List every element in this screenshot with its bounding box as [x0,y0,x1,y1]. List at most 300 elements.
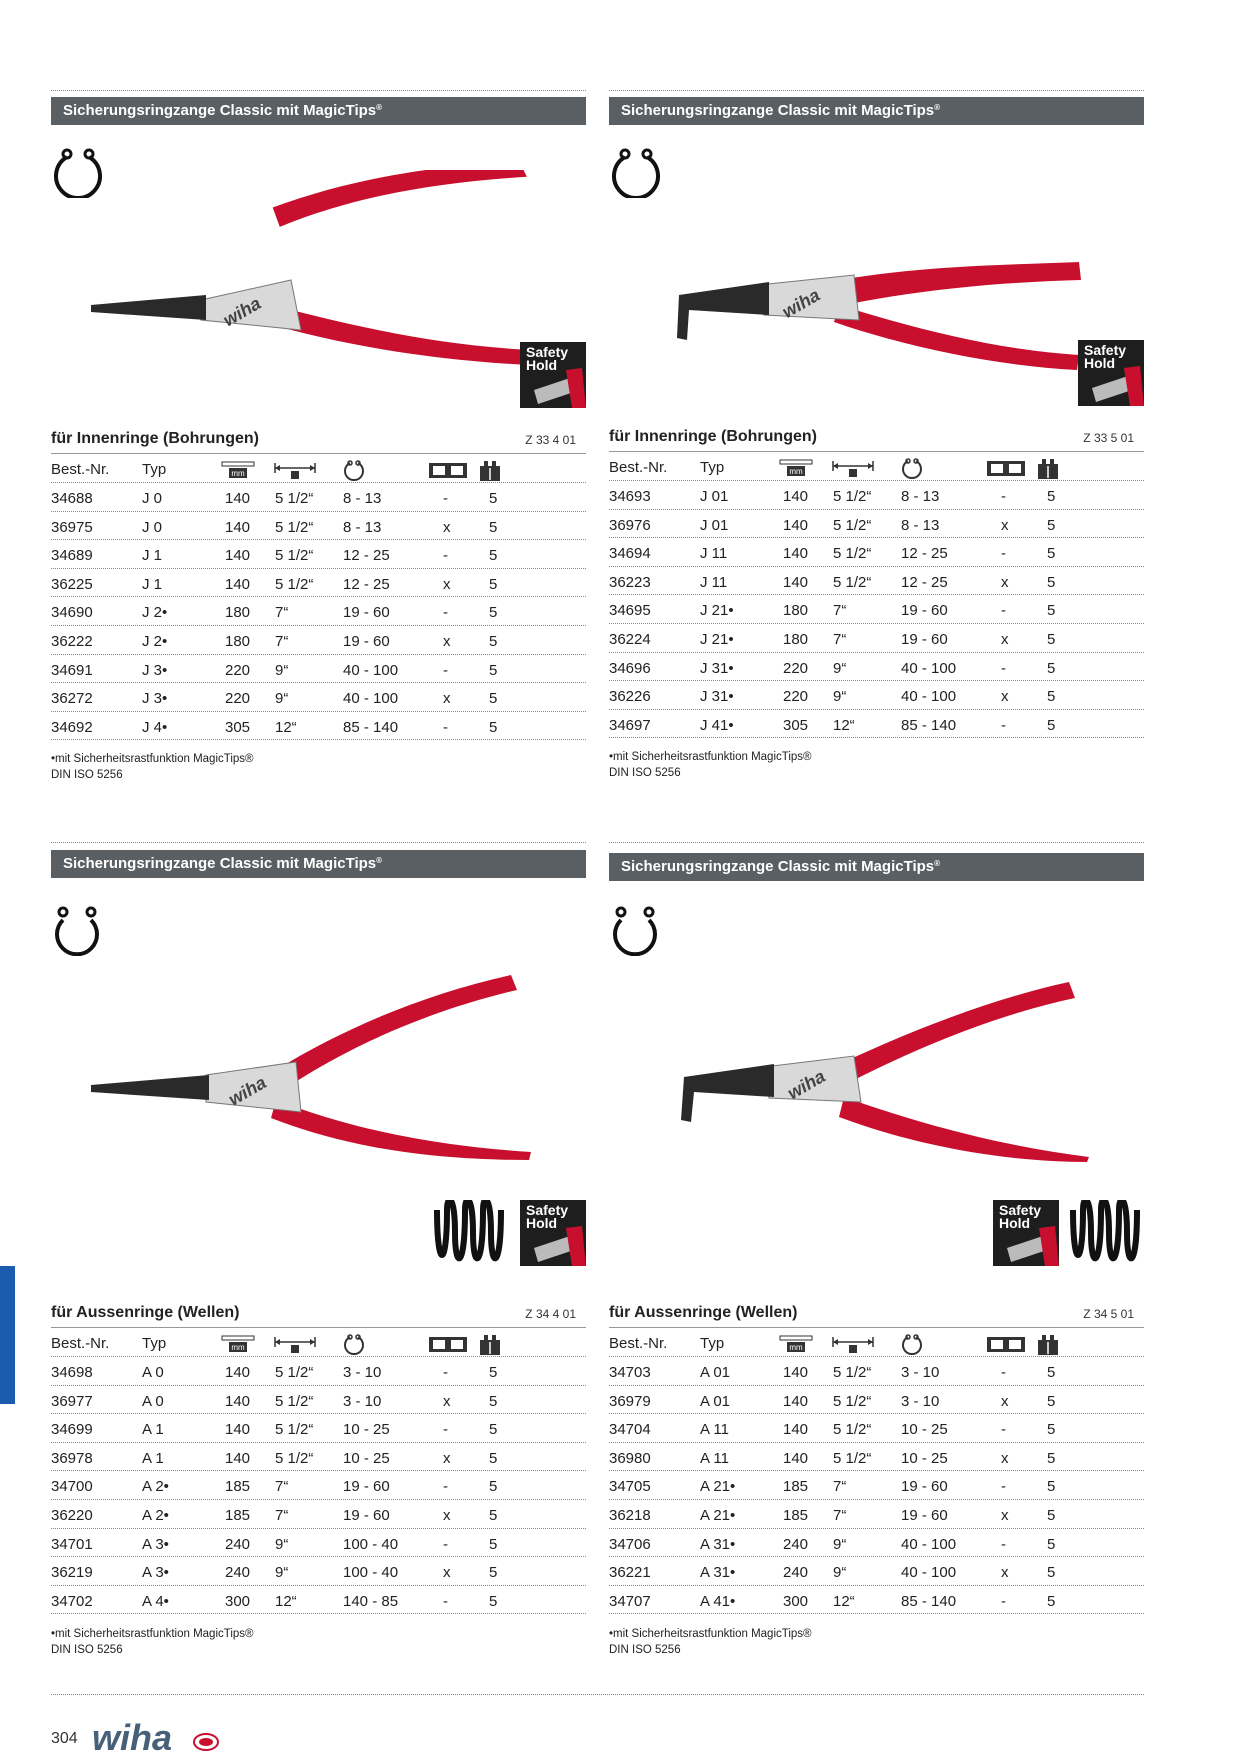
cell-qty: 5 [489,661,498,679]
cell-typ: J 3• [142,690,168,708]
cell-safety: - [1001,659,1006,677]
cell-qty: 5 [1047,1421,1056,1439]
cell-qty: 5 [1047,688,1056,706]
cell-qty: 5 [1047,545,1056,563]
cell-safety: - [1001,602,1006,620]
cell-safety: x [1001,516,1009,534]
wiha-logo [92,1716,222,1754]
product-table [51,1327,586,1614]
cell-typ: J 31• [700,688,734,706]
cell-length-mm: 185 [783,1478,809,1496]
cell-safety: x [443,1506,451,1524]
col-header-bestnr: Best.-Nr. [609,459,668,476]
cell-length-mm: 180 [225,632,251,650]
cell-typ: A 0 [142,1392,164,1410]
cell-bestnr: 34703 [609,1364,651,1381]
table-header [51,453,586,483]
cell-length-mm: 185 [783,1506,809,1524]
cell-length-inch: 12“ [275,1592,297,1610]
cell-bestnr: 34698 [51,1364,93,1381]
cell-length-mm: 180 [225,604,251,622]
footnote-magictips: •mit Sicherheitsrastfunktion MagicTips® [609,1628,812,1640]
cell-length-inch: 5 1/2“ [833,488,872,505]
cell-bestnr: 34704 [609,1421,651,1439]
cell-typ: J 1 [142,547,163,565]
cell-bestnr: 34701 [51,1535,93,1553]
cell-length-mm: 140 [783,545,809,563]
divider [51,90,586,91]
cell-safety: x [1001,1449,1009,1467]
cell-safety: x [1001,573,1009,591]
cell-typ: J 41• [700,716,734,734]
cell-safety: x [443,1392,451,1410]
cell-length-mm: 185 [225,1506,251,1524]
table-row [51,540,586,569]
col-header-bestnr: Best.-Nr. [51,1335,110,1352]
table-row [609,1443,1144,1472]
cell-qty: 5 [489,1392,498,1410]
table-row [51,1357,586,1386]
safety-hold-icon [987,1334,1025,1354]
length-inch-icon [273,1334,317,1354]
cell-range: 3 - 10 [343,1392,382,1410]
ring-range-icon [343,1334,365,1356]
table-row [51,683,586,712]
cell-safety: x [443,575,451,593]
cell-length-mm: 140 [783,1421,809,1439]
cell-range: 85 - 140 [343,718,399,736]
article-code: Z 34 4 01 [525,1307,576,1321]
cell-safety: - [443,490,448,507]
cell-bestnr: 36272 [51,690,93,708]
subheading [51,1304,586,1324]
cell-length-mm: 240 [783,1564,809,1582]
cell-length-inch: 5 1/2“ [275,1392,314,1410]
cell-range: 19 - 60 [343,632,390,650]
cell-length-mm: 140 [225,547,251,565]
length-inch-icon [831,1334,875,1354]
cell-bestnr: 36220 [51,1506,93,1524]
cell-range: 19 - 60 [901,1478,948,1496]
pliers-image [649,942,1129,1172]
table-row [51,512,586,541]
cell-length-inch: 9“ [275,661,289,679]
cell-typ: A 4• [142,1592,169,1610]
cell-range: 19 - 60 [343,1506,390,1524]
cell-length-inch: 12“ [833,716,855,734]
cell-range: 12 - 25 [901,573,948,591]
divider [609,90,1144,91]
table-row [609,1357,1144,1386]
cell-length-inch: 5 1/2“ [275,1449,314,1467]
cell-length-inch: 7“ [275,1478,289,1496]
cell-length-inch: 7“ [833,1478,847,1496]
cell-length-mm: 220 [225,690,251,708]
cell-typ: J 0 [142,518,163,536]
cell-range: 8 - 13 [343,518,382,536]
table-row [51,1500,586,1529]
table-row [51,569,586,598]
cell-bestnr: 36224 [609,630,651,648]
cell-typ: A 21• [700,1478,736,1496]
col-header-typ: Typ [142,461,167,478]
cell-bestnr: 34696 [609,659,651,677]
cell-bestnr: 34695 [609,602,651,620]
package-qty-icon [1037,1334,1059,1356]
cell-length-inch: 5 1/2“ [275,1421,314,1439]
col-header-bestnr: Best.-Nr. [609,1335,668,1352]
cell-length-inch: 7“ [275,1506,289,1524]
article-code: Z 33 5 01 [1083,431,1134,445]
safety-hold-icon [429,1334,467,1354]
section-external-bent [609,842,1144,1656]
cell-qty: 5 [1047,716,1056,734]
article-code: Z 34 5 01 [1083,1307,1134,1321]
cell-range: 8 - 13 [343,490,382,507]
cell-typ: A 11 [700,1421,729,1439]
cell-safety: x [443,518,451,536]
cell-bestnr: 36977 [51,1392,93,1410]
cell-range: 40 - 100 [901,1564,957,1582]
package-qty-icon [1037,458,1059,480]
cell-qty: 5 [489,718,498,736]
table-row [609,1586,1144,1615]
badge-line2: Hold [1084,355,1116,371]
cell-bestnr: 36979 [609,1392,651,1410]
table-row [609,1414,1144,1443]
cell-length-mm: 140 [225,490,251,507]
table-row [609,681,1144,710]
cell-qty: 5 [489,1449,498,1467]
cell-length-mm: 140 [225,1392,251,1410]
ring-range-icon [901,1334,923,1356]
cell-safety: x [1001,1506,1009,1524]
cell-length-inch: 5 1/2“ [833,1392,872,1410]
subheading [609,428,1144,448]
cell-length-mm: 140 [225,518,251,536]
subtitle: für Aussenringe (Wellen) [51,1304,240,1321]
cell-length-inch: 9“ [275,1535,289,1553]
subheading [609,1304,1144,1324]
safety-hold-badge [993,1200,1059,1266]
cell-typ: A 2• [142,1506,169,1524]
cell-safety: x [443,690,451,708]
safety-hold-icon [987,458,1025,478]
cell-length-inch: 5 1/2“ [275,518,314,536]
divider [51,842,586,843]
subtitle: für Innenringe (Bohrungen) [609,428,817,445]
table-row [51,483,586,512]
safety-hold-badge [520,1200,586,1266]
cell-qty: 5 [1047,488,1056,505]
cell-qty: 5 [1047,516,1056,534]
badge-line2: Hold [526,357,558,373]
table-row [609,481,1144,510]
safety-hold-badge [1078,340,1144,406]
footnote-magictips: •mit Sicherheitsrastfunktion MagicTips® [51,753,254,765]
section-title: Sicherungsringzange Classic mit MagicTips® [609,97,1144,125]
article-code: Z 33 4 01 [525,433,576,447]
cell-bestnr: 34702 [51,1592,93,1610]
table-row [609,595,1144,624]
cell-bestnr: 34693 [609,488,651,505]
table-row [51,1586,586,1615]
cell-bestnr: 34694 [609,545,651,563]
cell-typ: J 1 [142,575,163,593]
table-row [609,710,1144,739]
cell-qty: 5 [1047,1506,1056,1524]
cell-bestnr: 36225 [51,575,93,593]
cell-qty: 5 [1047,630,1056,648]
badge-line2: Hold [526,1215,558,1231]
table-row [609,567,1144,596]
cell-safety: - [1001,716,1006,734]
cell-range: 40 - 100 [901,688,957,706]
table-row [51,626,586,655]
cell-length-inch: 9“ [275,690,289,708]
cell-typ: J 0 [142,490,163,507]
cell-qty: 5 [1047,602,1056,620]
footnote-din: DIN ISO 5256 [609,767,681,779]
col-header-typ: Typ [700,459,725,476]
badge-line1: Safety [526,1202,569,1218]
cell-length-mm: 300 [783,1592,809,1610]
section-title: Sicherungsringzange Classic mit MagicTips® [51,850,586,878]
cell-qty: 5 [489,632,498,650]
cell-typ: A 0 [142,1364,164,1381]
subheading [51,430,586,450]
subtitle: für Aussenringe (Wellen) [609,1304,798,1321]
table-row [609,510,1144,539]
cell-typ: J 11 [700,545,728,563]
table-row [609,1386,1144,1415]
cell-length-inch: 5 1/2“ [833,1449,872,1467]
divider [609,842,1144,843]
cell-length-inch: 5 1/2“ [833,573,872,591]
logo-text: wiha [92,1717,173,1754]
cell-safety: x [443,1449,451,1467]
cell-range: 40 - 100 [901,659,957,677]
cell-range: 10 - 25 [901,1421,948,1439]
cell-length-mm: 140 [783,573,809,591]
cell-bestnr: 36975 [51,518,93,536]
badge-line1: Safety [999,1202,1042,1218]
cell-length-inch: 5 1/2“ [275,1364,314,1381]
cell-typ: A 31• [700,1564,736,1582]
product-table [609,451,1144,738]
cell-range: 8 - 13 [901,488,940,505]
cell-typ: J 11 [700,573,728,591]
cell-typ: A 21• [700,1506,736,1524]
cell-typ: J 21• [700,602,734,620]
cell-qty: 5 [1047,573,1056,591]
cell-length-inch: 7“ [833,602,847,620]
cell-bestnr: 34697 [609,716,651,734]
cell-typ: A 1 [142,1421,164,1439]
cell-length-inch: 9“ [833,688,847,706]
table-row [609,653,1144,682]
badge-line1: Safety [526,344,569,360]
cell-qty: 5 [1047,1364,1056,1381]
section-external-straight [51,842,586,1656]
cell-typ: A 3• [142,1564,169,1582]
cell-bestnr: 34692 [51,718,93,736]
table-header [609,1327,1144,1357]
cell-length-inch: 7“ [833,1506,847,1524]
cell-length-mm: 140 [783,488,809,505]
cell-length-mm: 240 [225,1535,251,1553]
col-header-typ: Typ [142,1335,167,1352]
cell-bestnr: 36980 [609,1449,651,1467]
cell-range: 40 - 100 [343,661,399,679]
table-row [51,1386,586,1415]
cell-qty: 5 [489,1421,498,1439]
cell-range: 12 - 25 [901,545,948,563]
cell-length-mm: 300 [225,1592,251,1610]
cell-range: 10 - 25 [343,1421,390,1439]
cell-safety: - [1001,545,1006,563]
footnote-magictips: •mit Sicherheitsrastfunktion MagicTips® [51,1628,254,1640]
cell-qty: 5 [489,1535,498,1553]
table-row [609,538,1144,567]
cell-length-mm: 180 [783,630,809,648]
cell-length-mm: 185 [225,1478,251,1496]
cell-qty: 5 [489,690,498,708]
cell-typ: A 2• [142,1478,169,1496]
cell-range: 3 - 10 [901,1364,940,1381]
cell-length-mm: 220 [783,659,809,677]
cell-safety: x [1001,1564,1009,1582]
cell-typ: J 2• [142,632,168,650]
pliers-image [91,940,571,1170]
cell-safety: - [443,1421,448,1439]
cell-range: 19 - 60 [343,1478,390,1496]
length-mm-icon [779,458,813,478]
length-inch-icon [831,458,875,478]
table-row [51,1529,586,1558]
cell-length-mm: 220 [783,688,809,706]
cell-typ: A 11 [700,1449,729,1467]
cell-range: 140 - 85 [343,1592,399,1610]
cell-length-inch: 7“ [275,632,289,650]
cell-range: 19 - 60 [901,1506,948,1524]
cell-typ: A 01 [700,1392,731,1410]
cell-bestnr: 34689 [51,547,93,565]
cell-typ: A 3• [142,1535,169,1553]
footnote-din: DIN ISO 5256 [51,769,123,781]
cell-safety: x [443,632,451,650]
length-mm-icon [221,460,255,480]
cell-typ: J 21• [700,630,734,648]
cell-safety: - [443,1478,448,1496]
footer-divider [51,1694,1144,1695]
cell-length-mm: 140 [225,575,251,593]
table-row [609,1557,1144,1586]
cell-qty: 5 [489,490,498,507]
cell-range: 19 - 60 [901,630,948,648]
cell-length-inch: 5 1/2“ [275,575,314,593]
cell-qty: 5 [1047,1392,1056,1410]
cell-length-inch: 5 1/2“ [833,516,872,534]
cell-safety: x [1001,630,1009,648]
spring-icon [1069,1200,1143,1266]
section-title: Sicherungsringzange Classic mit MagicTips® [609,853,1144,881]
cell-safety: x [443,1564,451,1582]
footnotes [609,1626,812,1658]
cell-range: 100 - 40 [343,1535,399,1553]
product-table [51,453,586,740]
cell-bestnr: 36222 [51,632,93,650]
cell-qty: 5 [1047,1478,1056,1496]
table-header [609,451,1144,481]
cell-safety: - [443,604,448,622]
safety-hold-badge [520,342,586,408]
cell-length-mm: 140 [783,516,809,534]
cell-bestnr: 34700 [51,1478,93,1496]
page-number: 304 [51,1730,78,1747]
cell-safety: - [443,547,448,565]
cell-qty: 5 [489,518,498,536]
cell-length-inch: 9“ [833,1535,847,1553]
cell-bestnr: 36976 [609,516,651,534]
cell-qty: 5 [489,1564,498,1582]
cell-range: 8 - 13 [901,516,940,534]
table-row [51,1414,586,1443]
cell-length-mm: 140 [225,1449,251,1467]
spring-icon [433,1200,507,1266]
cell-typ: J 01 [700,488,729,505]
badge-line1: Safety [1084,342,1127,358]
cell-range: 10 - 25 [343,1449,390,1467]
cell-range: 19 - 60 [901,602,948,620]
cell-length-mm: 140 [225,1421,251,1439]
cell-safety: - [443,1535,448,1553]
cell-length-mm: 180 [783,602,809,620]
cell-typ: J 2• [142,604,168,622]
cell-qty: 5 [489,604,498,622]
footnotes [609,749,812,781]
pliers-image [649,170,1129,380]
badge-line2: Hold [999,1215,1031,1231]
cell-typ: A 01 [700,1364,731,1381]
table-row [51,597,586,626]
cell-length-inch: 9“ [833,659,847,677]
footnotes [51,751,254,783]
cell-length-mm: 140 [783,1392,809,1410]
length-mm-icon [779,1334,813,1354]
table-row [609,1471,1144,1500]
cell-range: 12 - 25 [343,547,390,565]
section-internal-bent [609,90,1144,790]
cell-bestnr: 36226 [609,688,651,706]
cell-range: 40 - 100 [901,1535,957,1553]
cell-bestnr: 36221 [609,1564,651,1582]
table-row [51,1557,586,1586]
blue-side-tab [0,1266,15,1404]
cell-qty: 5 [489,1364,498,1381]
cell-safety: - [1001,1535,1006,1553]
cell-typ: J 01 [700,516,729,534]
cell-length-inch: 7“ [833,630,847,648]
cell-range: 10 - 25 [901,1449,948,1467]
cell-length-mm: 305 [783,716,809,734]
cell-bestnr: 36223 [609,573,651,591]
product-table [609,1327,1144,1614]
cell-typ: A 1 [142,1449,164,1467]
ring-range-icon [901,458,923,480]
cell-range: 85 - 140 [901,716,957,734]
cell-bestnr: 36978 [51,1449,93,1467]
